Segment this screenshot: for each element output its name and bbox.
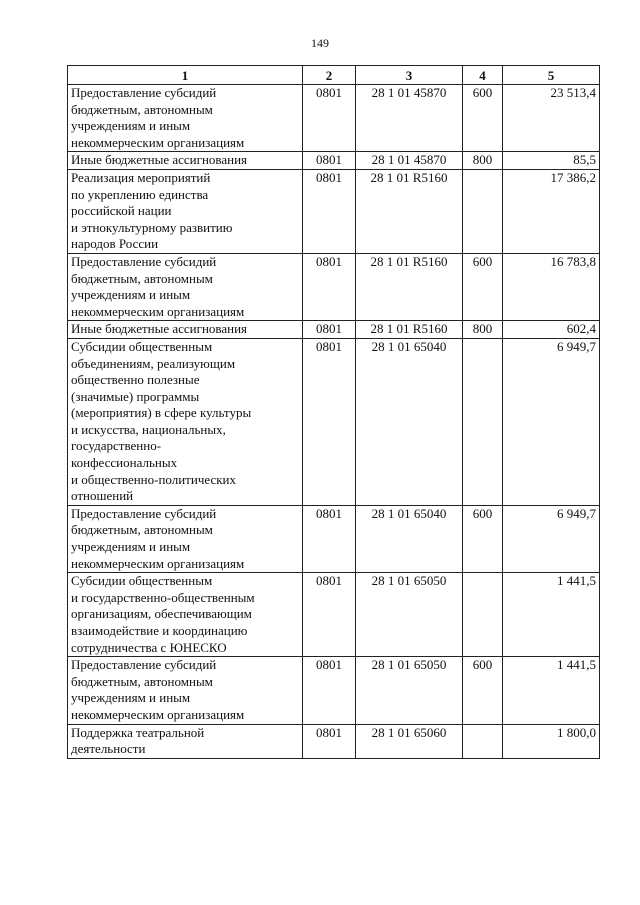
row-type: [463, 338, 503, 505]
row-amount: 602,4: [503, 321, 600, 339]
row-name: Иные бюджетные ассигнования: [68, 152, 303, 170]
row-section: 0801: [303, 253, 356, 320]
column-header-2: 2: [303, 66, 356, 85]
row-name: Иные бюджетные ассигнования: [68, 321, 303, 339]
table-row: [68, 505, 600, 572]
table-row: [68, 152, 600, 170]
page-number: 149: [311, 36, 329, 50]
row-name: Поддержка театральной деятельности: [68, 724, 303, 758]
table-row: [68, 338, 600, 505]
row-name: Предоставление субсидий бюджетным, автономным учреждениям и иным некоммерческим организациям: [68, 85, 303, 152]
row-type: [463, 573, 503, 657]
table-row: [68, 657, 600, 724]
row-name: Субсидии общественным объединениям, реализующим общественно полезные (значимые) программы (мероприятия) в сфере культуры и искусства, национальных, государственно- конфессиональных и общественно-политических отношений: [68, 338, 303, 505]
table-row: [68, 169, 600, 253]
row-name: Предоставление субсидий бюджетным, автономным учреждениям и иным некоммерческим организациям: [68, 505, 303, 572]
column-header-1: 1: [68, 66, 303, 85]
row-type: 600: [463, 253, 503, 320]
row-type: 800: [463, 321, 503, 339]
row-section: 0801: [303, 85, 356, 152]
row-type: 600: [463, 85, 503, 152]
row-type: [463, 169, 503, 253]
row-name: Предоставление субсидий бюджетным, автономным учреждениям и иным некоммерческим организациям: [68, 253, 303, 320]
row-section: 0801: [303, 657, 356, 724]
row-amount: 17 386,2: [503, 169, 600, 253]
row-code: 28 1 01 65050: [356, 657, 463, 724]
row-type: 600: [463, 505, 503, 572]
row-name: Предоставление субсидий бюджетным, автономным учреждениям и иным некоммерческим организациям: [68, 657, 303, 724]
row-type: 600: [463, 657, 503, 724]
row-section: 0801: [303, 152, 356, 170]
row-code: 28 1 01 R5160: [356, 253, 463, 320]
column-header-4: 4: [463, 66, 503, 85]
row-code: 28 1 01 65040: [356, 505, 463, 572]
column-header-3: 3: [356, 66, 463, 85]
table-row: [68, 321, 600, 339]
row-section: 0801: [303, 724, 356, 758]
row-amount: 1 800,0: [503, 724, 600, 758]
row-amount: 1 441,5: [503, 657, 600, 724]
table-row: [68, 253, 600, 320]
row-code: 28 1 01 65040: [356, 338, 463, 505]
row-section: 0801: [303, 573, 356, 657]
row-amount: 85,5: [503, 152, 600, 170]
row-code: 28 1 01 R5160: [356, 321, 463, 339]
table-row: [68, 573, 600, 657]
row-code: 28 1 01 65060: [356, 724, 463, 758]
row-amount: 16 783,8: [503, 253, 600, 320]
row-type: [463, 724, 503, 758]
table-header-row: [68, 66, 600, 85]
column-header-5: 5: [503, 66, 600, 85]
row-section: 0801: [303, 321, 356, 339]
row-name: Субсидии общественным и государственно-общественным организациям, обеспечивающим взаимодействие и координацию сотрудничества с ЮНЕСКО: [68, 573, 303, 657]
row-code: 28 1 01 R5160: [356, 169, 463, 253]
row-code: 28 1 01 45870: [356, 152, 463, 170]
table-row: [68, 85, 600, 152]
row-amount: 1 441,5: [503, 573, 600, 657]
table-row: [68, 724, 600, 758]
row-section: 0801: [303, 338, 356, 505]
row-section: 0801: [303, 505, 356, 572]
row-amount: 23 513,4: [503, 85, 600, 152]
row-amount: 6 949,7: [503, 338, 600, 505]
row-code: 28 1 01 65050: [356, 573, 463, 657]
row-type: 800: [463, 152, 503, 170]
row-code: 28 1 01 45870: [356, 85, 463, 152]
row-name: Реализация мероприятий по укреплению единства российской нации и этнокультурному развитию народов России: [68, 169, 303, 253]
budget-table: [67, 65, 600, 759]
row-section: 0801: [303, 169, 356, 253]
row-amount: 6 949,7: [503, 505, 600, 572]
